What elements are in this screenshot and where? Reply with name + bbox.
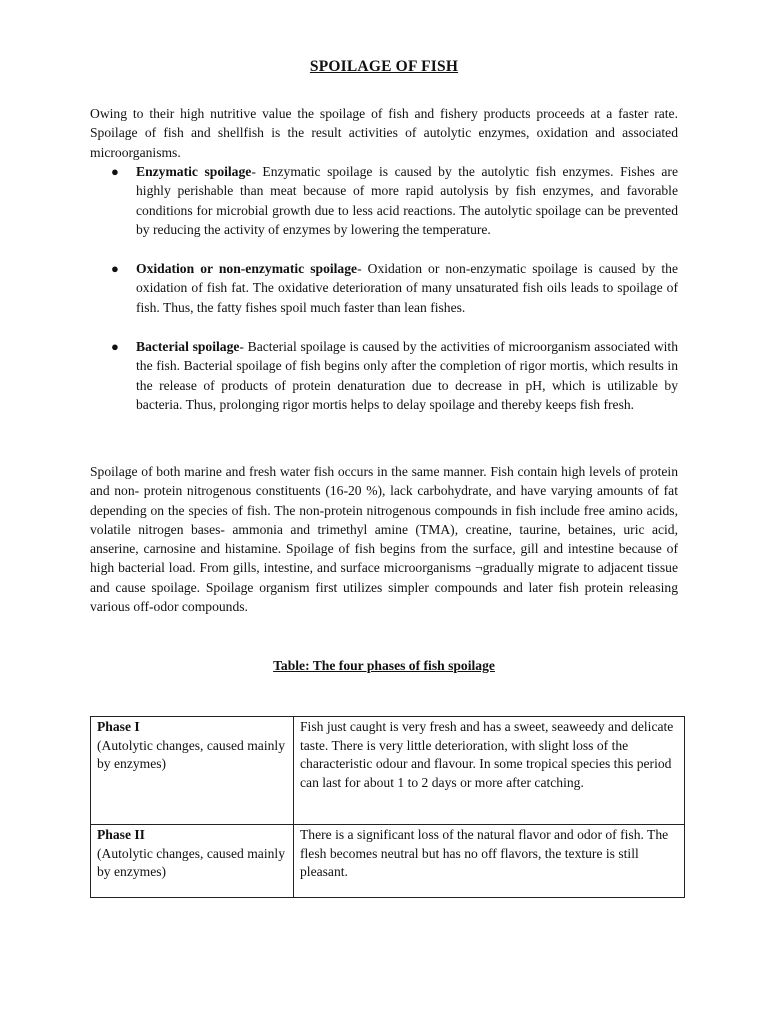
- list-item-term: Oxidation or non-enzymatic spoilage: [136, 261, 358, 276]
- list-item-text: - Oxidation or non-enzymatic spoilage is caused by the oxidation of fish fat. The oxidative deterioration of many unsaturated fish oils leads to spoilage of fish. Thus, the fatty fishes spoil much faster than lean fishes.: [136, 261, 678, 315]
- phase-note: (Autolytic changes, caused mainly by enzymes): [97, 737, 285, 771]
- phase-description: Fish just caught is very fresh and has a sweet, seaweedy and delicate taste. There is very little deterioration, with slight loss of the characteristic odour and flavour. In some tropical species this period can last for about 1 to 2 days or more after catching.: [294, 717, 685, 825]
- table-row: [91, 825, 685, 898]
- table-row: [91, 717, 685, 825]
- list-item-content: [136, 337, 678, 414]
- phase-cell: [91, 717, 294, 825]
- phase-name: Phase II: [97, 827, 145, 842]
- list-item-content: [136, 162, 678, 239]
- list-item-content: [136, 259, 678, 317]
- phase-cell: [91, 825, 294, 898]
- phase-name: Phase I: [97, 719, 140, 734]
- bullet-icon: ●: [111, 261, 119, 276]
- bullet-icon: ●: [111, 339, 119, 354]
- list-item-term: Enzymatic spoilage: [136, 164, 252, 179]
- list-item-text: - Enzymatic spoilage is caused by the autolytic fish enzymes. Fishes are highly perishable than meat because of more rapid autolysis by fish enzymes, and favorable conditions for microbial growth due to less acid reactions. The autolytic spoilage can be prevented by reducing the activity of enzymes by lowering the temperature.: [136, 164, 678, 237]
- document-title: SPOILAGE OF FISH: [309, 58, 459, 75]
- phase-note: (Autolytic changes, caused mainly by enzymes): [97, 845, 285, 879]
- list-item-term: Bacterial spoilage: [136, 339, 240, 354]
- composition-paragraph: Spoilage of both marine and fresh water fish occurs in the same manner. Fish contain high levels of protein and non- protein nitrogenous constituents (16-20 %), lack carbohydrate, and have varying amounts of fat depending on the species of fish. The non-protein nitrogenous compounds in fish include free amino acids, volatile nitrogen bases- ammonia and trimethyl amine (TMA), creatine, taurine, betaines, uric acid, anserine, carnosine and histamine. Spoilage of fish begins from the surface, gill and intestine because of high bacterial load. From gills, intestine, and surface microorganisms ¬gradually migrate to adjacent tissue and cause spoilage. Spoilage organism first utilizes simpler compounds and later fish protein releasing various off-odor compounds.: [90, 464, 678, 615]
- table-caption: Table: The four phases of fish spoilage: [273, 658, 495, 673]
- list-item-text: - Bacterial spoilage is caused by the activities of microorganism associated with the fish. Bacterial spoilage of fish begins only after the completion of rigor mortis, which results in the release of products of protein denaturation due to decrease in pH, which is utilizable by bacteria. Thus, prolonging rigor mortis helps to delay spoilage and thereby keeps fish fresh.: [136, 339, 679, 412]
- phase-description: There is a significant loss of the natural flavor and odor of fish. The flesh becomes neutral but has no off flavors, the texture is still pleasant.: [294, 825, 685, 898]
- phases-table: [90, 716, 685, 898]
- bullet-icon: ●: [111, 164, 119, 179]
- intro-paragraph: Owing to their high nutritive value the spoilage of fish and fishery products proceeds at a faster rate. Spoilage of fish and shellfish is the result activities of autolytic enzymes, oxidation and associated microorganisms.: [90, 106, 678, 160]
